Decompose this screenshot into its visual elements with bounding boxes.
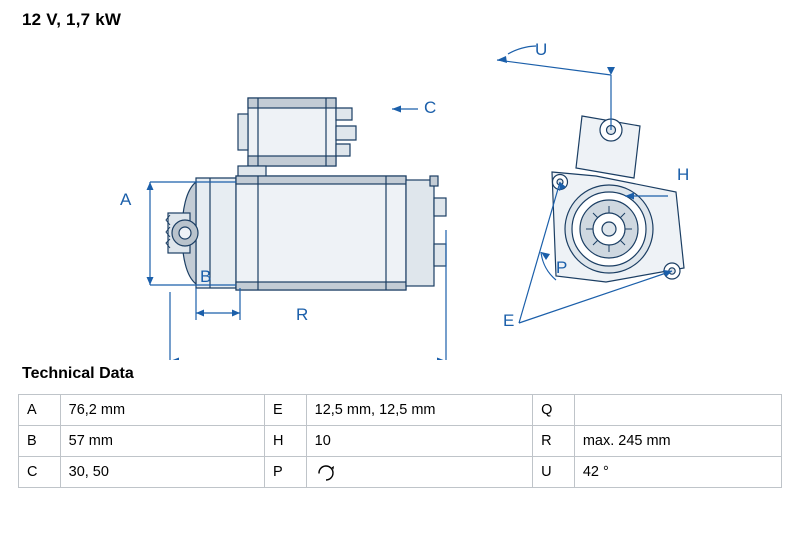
cell-key-h: H [265, 426, 307, 457]
dim-label-u: U [535, 40, 548, 59]
cell-value-e: 12,5 mm, 12,5 mm [306, 395, 532, 426]
dim-label-h: H [677, 165, 690, 184]
dim-label-a: A [120, 190, 132, 209]
page-title: 12 V, 1,7 kW [22, 10, 122, 29]
motor-body [236, 176, 446, 290]
solenoid-body [238, 98, 356, 166]
cell-value-q [574, 395, 781, 426]
cell-value-a: 76,2 mm [60, 395, 264, 426]
cell-value-r: max. 245 mm [574, 426, 781, 457]
cell-key-a: A [19, 395, 61, 426]
cell-value-p [306, 457, 532, 488]
cell-key-c: C [19, 457, 61, 488]
technical-data-table [18, 394, 782, 488]
table-row [19, 457, 782, 488]
flange-front-view [552, 116, 684, 282]
table-row [19, 395, 782, 426]
dim-label-r: R [296, 305, 309, 324]
dim-label-e: E [503, 311, 515, 330]
cell-value-u: 42 ° [574, 457, 781, 488]
technical-data-heading: Technical Data [22, 365, 134, 382]
cell-value-h: 10 [306, 426, 532, 457]
cell-key-r: R [533, 426, 575, 457]
cell-key-p: P [265, 457, 307, 488]
table-row [19, 426, 782, 457]
cell-key-q: Q [533, 395, 575, 426]
dim-label-c: C [424, 98, 437, 117]
cell-value-c: 30, 50 [60, 457, 264, 488]
starter-motor-drawing [0, 30, 800, 360]
dim-label-p: P [556, 258, 568, 277]
cell-key-u: U [533, 457, 575, 488]
cell-value-b: 57 mm [60, 426, 264, 457]
cell-key-b: B [19, 426, 61, 457]
clockwise-rotation-icon [315, 462, 337, 482]
cell-key-e: E [265, 395, 307, 426]
dim-label-b: B [200, 267, 212, 286]
